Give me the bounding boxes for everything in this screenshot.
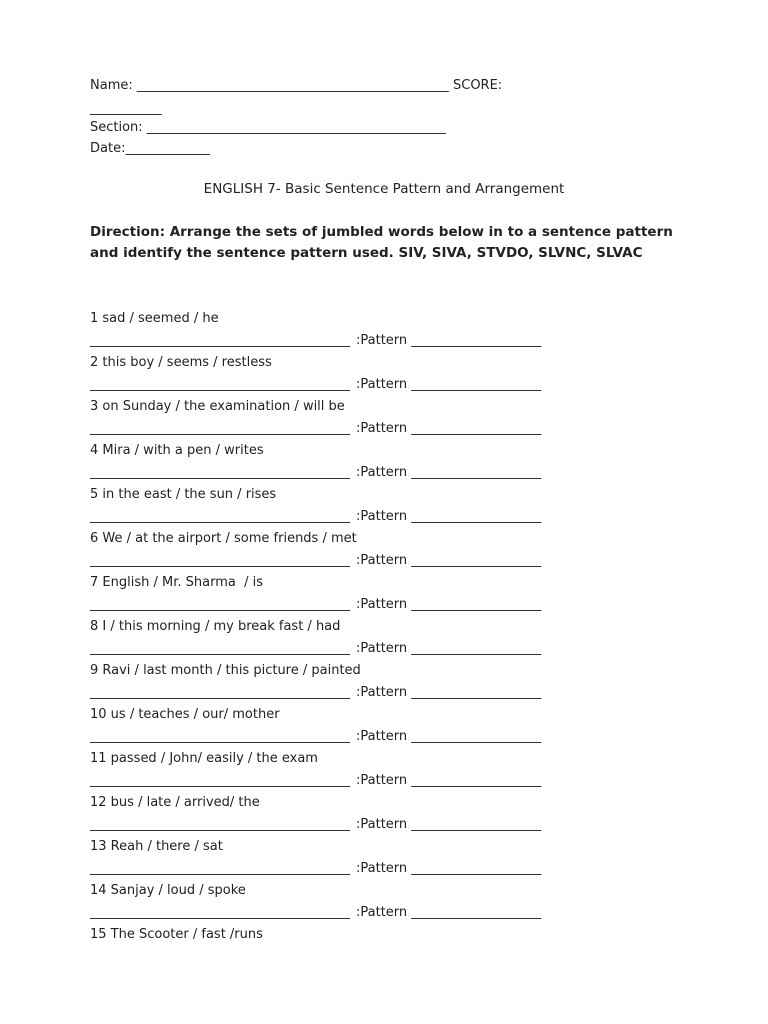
pattern-blank: ____________________ (407, 465, 542, 480)
pattern-label: :Pattern (356, 729, 408, 744)
pattern-label: :Pattern (356, 773, 408, 788)
answer-blank: ________________________________________ (90, 817, 350, 832)
pattern-label: :Pattern (356, 377, 408, 392)
exercise-answer-line (90, 376, 541, 394)
answer-blank: ________________________________________ (90, 421, 350, 436)
exercise-answer-line (90, 508, 541, 526)
exercise-answer-line (90, 772, 541, 790)
pattern-label: :Pattern (356, 553, 408, 568)
pattern-label: :Pattern (356, 597, 408, 612)
pattern-blank: ____________________ (407, 641, 542, 656)
exercise-answer-line (90, 640, 541, 658)
pattern-label: :Pattern (356, 685, 408, 700)
date-line: Date:_____________ (90, 141, 210, 156)
pattern-label: :Pattern (356, 905, 408, 920)
pattern-blank: ____________________ (407, 421, 542, 436)
answer-blank: ________________________________________ (90, 465, 350, 480)
exercise-answer-line (90, 552, 541, 570)
answer-blank: ________________________________________ (90, 861, 350, 876)
pattern-blank: ____________________ (407, 685, 542, 700)
pattern-label: :Pattern (356, 641, 408, 656)
section-line: Section: ______________________________________________ (90, 120, 446, 135)
pattern-blank: ____________________ (407, 509, 542, 524)
pattern-blank: ____________________ (407, 817, 542, 832)
answer-blank: ________________________________________ (90, 773, 350, 788)
exercise-answer-line (90, 420, 541, 438)
pattern-blank: ____________________ (407, 905, 542, 920)
answer-blank: ________________________________________ (90, 597, 350, 612)
exercise-item-prompt: 14 Sanjay / loud / spoke (90, 883, 246, 898)
answer-blank: ________________________________________ (90, 685, 350, 700)
answer-blank: ________________________________________ (90, 729, 350, 744)
exercise-item-prompt: 12 bus / late / arrived/ the (90, 795, 260, 810)
answer-blank: ________________________________________ (90, 641, 350, 656)
pattern-label: :Pattern (356, 817, 408, 832)
exercise-item-prompt: 7 English / Mr. Sharma / is (90, 575, 263, 590)
exercise-answer-line (90, 596, 541, 614)
name-score-line: Name: ________________________________________________ SCORE: (90, 78, 503, 93)
pattern-blank: ____________________ (407, 553, 542, 568)
pattern-label: :Pattern (356, 861, 408, 876)
pattern-blank: ____________________ (407, 333, 542, 348)
answer-blank: ________________________________________ (90, 333, 350, 348)
pattern-label: :Pattern (356, 333, 408, 348)
exercise-item-prompt: 9 Ravi / last month / this picture / painted (90, 663, 361, 678)
pattern-label: :Pattern (356, 421, 408, 436)
pattern-blank: ____________________ (407, 377, 542, 392)
exercise-item-prompt: 3 on Sunday / the examination / will be (90, 399, 345, 414)
exercise-item-prompt: 10 us / teaches / our/ mother (90, 707, 280, 722)
pattern-label: :Pattern (356, 465, 408, 480)
pattern-blank: ____________________ (407, 597, 542, 612)
score-blank: ___________ (90, 101, 162, 116)
answer-blank: ________________________________________ (90, 509, 350, 524)
answer-blank: ________________________________________ (90, 553, 350, 568)
exercise-item-prompt: 1 sad / seemed / he (90, 311, 219, 326)
exercise-answer-line (90, 904, 541, 922)
pattern-blank: ____________________ (407, 729, 542, 744)
exercise-item-prompt: 4 Mira / with a pen / writes (90, 443, 264, 458)
exercise-item-prompt: 13 Reah / there / sat (90, 839, 223, 854)
exercise-item-prompt: 11 passed / John/ easily / the exam (90, 751, 318, 766)
exercise-answer-line (90, 332, 541, 350)
exercise-answer-line (90, 684, 541, 702)
pattern-label: :Pattern (356, 509, 408, 524)
worksheet-title: ENGLISH 7- Basic Sentence Pattern and Arrangement (203, 181, 565, 197)
exercise-item-prompt: 5 in the east / the sun / rises (90, 487, 277, 502)
answer-blank: ________________________________________ (90, 377, 350, 392)
exercise-item-prompt: 6 We / at the airport / some friends / met (90, 531, 357, 546)
exercise-answer-line (90, 464, 541, 482)
exercise-answer-line (90, 816, 541, 834)
exercise-answer-line (90, 860, 541, 878)
exercise-item-prompt: 15 The Scooter / fast /runs (90, 927, 263, 942)
exercise-answer-line (90, 728, 541, 746)
exercise-item-prompt: 8 I / this morning / my break fast / had (90, 619, 341, 634)
direction-text: Direction: Arrange the sets of jumbled words below in to a sentence pattern and identify the sentence pattern used. SIV, SIVA, STVDO, SLVNC, SLVAC (90, 224, 673, 261)
pattern-blank: ____________________ (407, 861, 542, 876)
pattern-blank: ____________________ (407, 773, 542, 788)
exercise-item-prompt: 2 this boy / seems / restless (90, 355, 272, 370)
answer-blank: ________________________________________ (90, 905, 350, 920)
